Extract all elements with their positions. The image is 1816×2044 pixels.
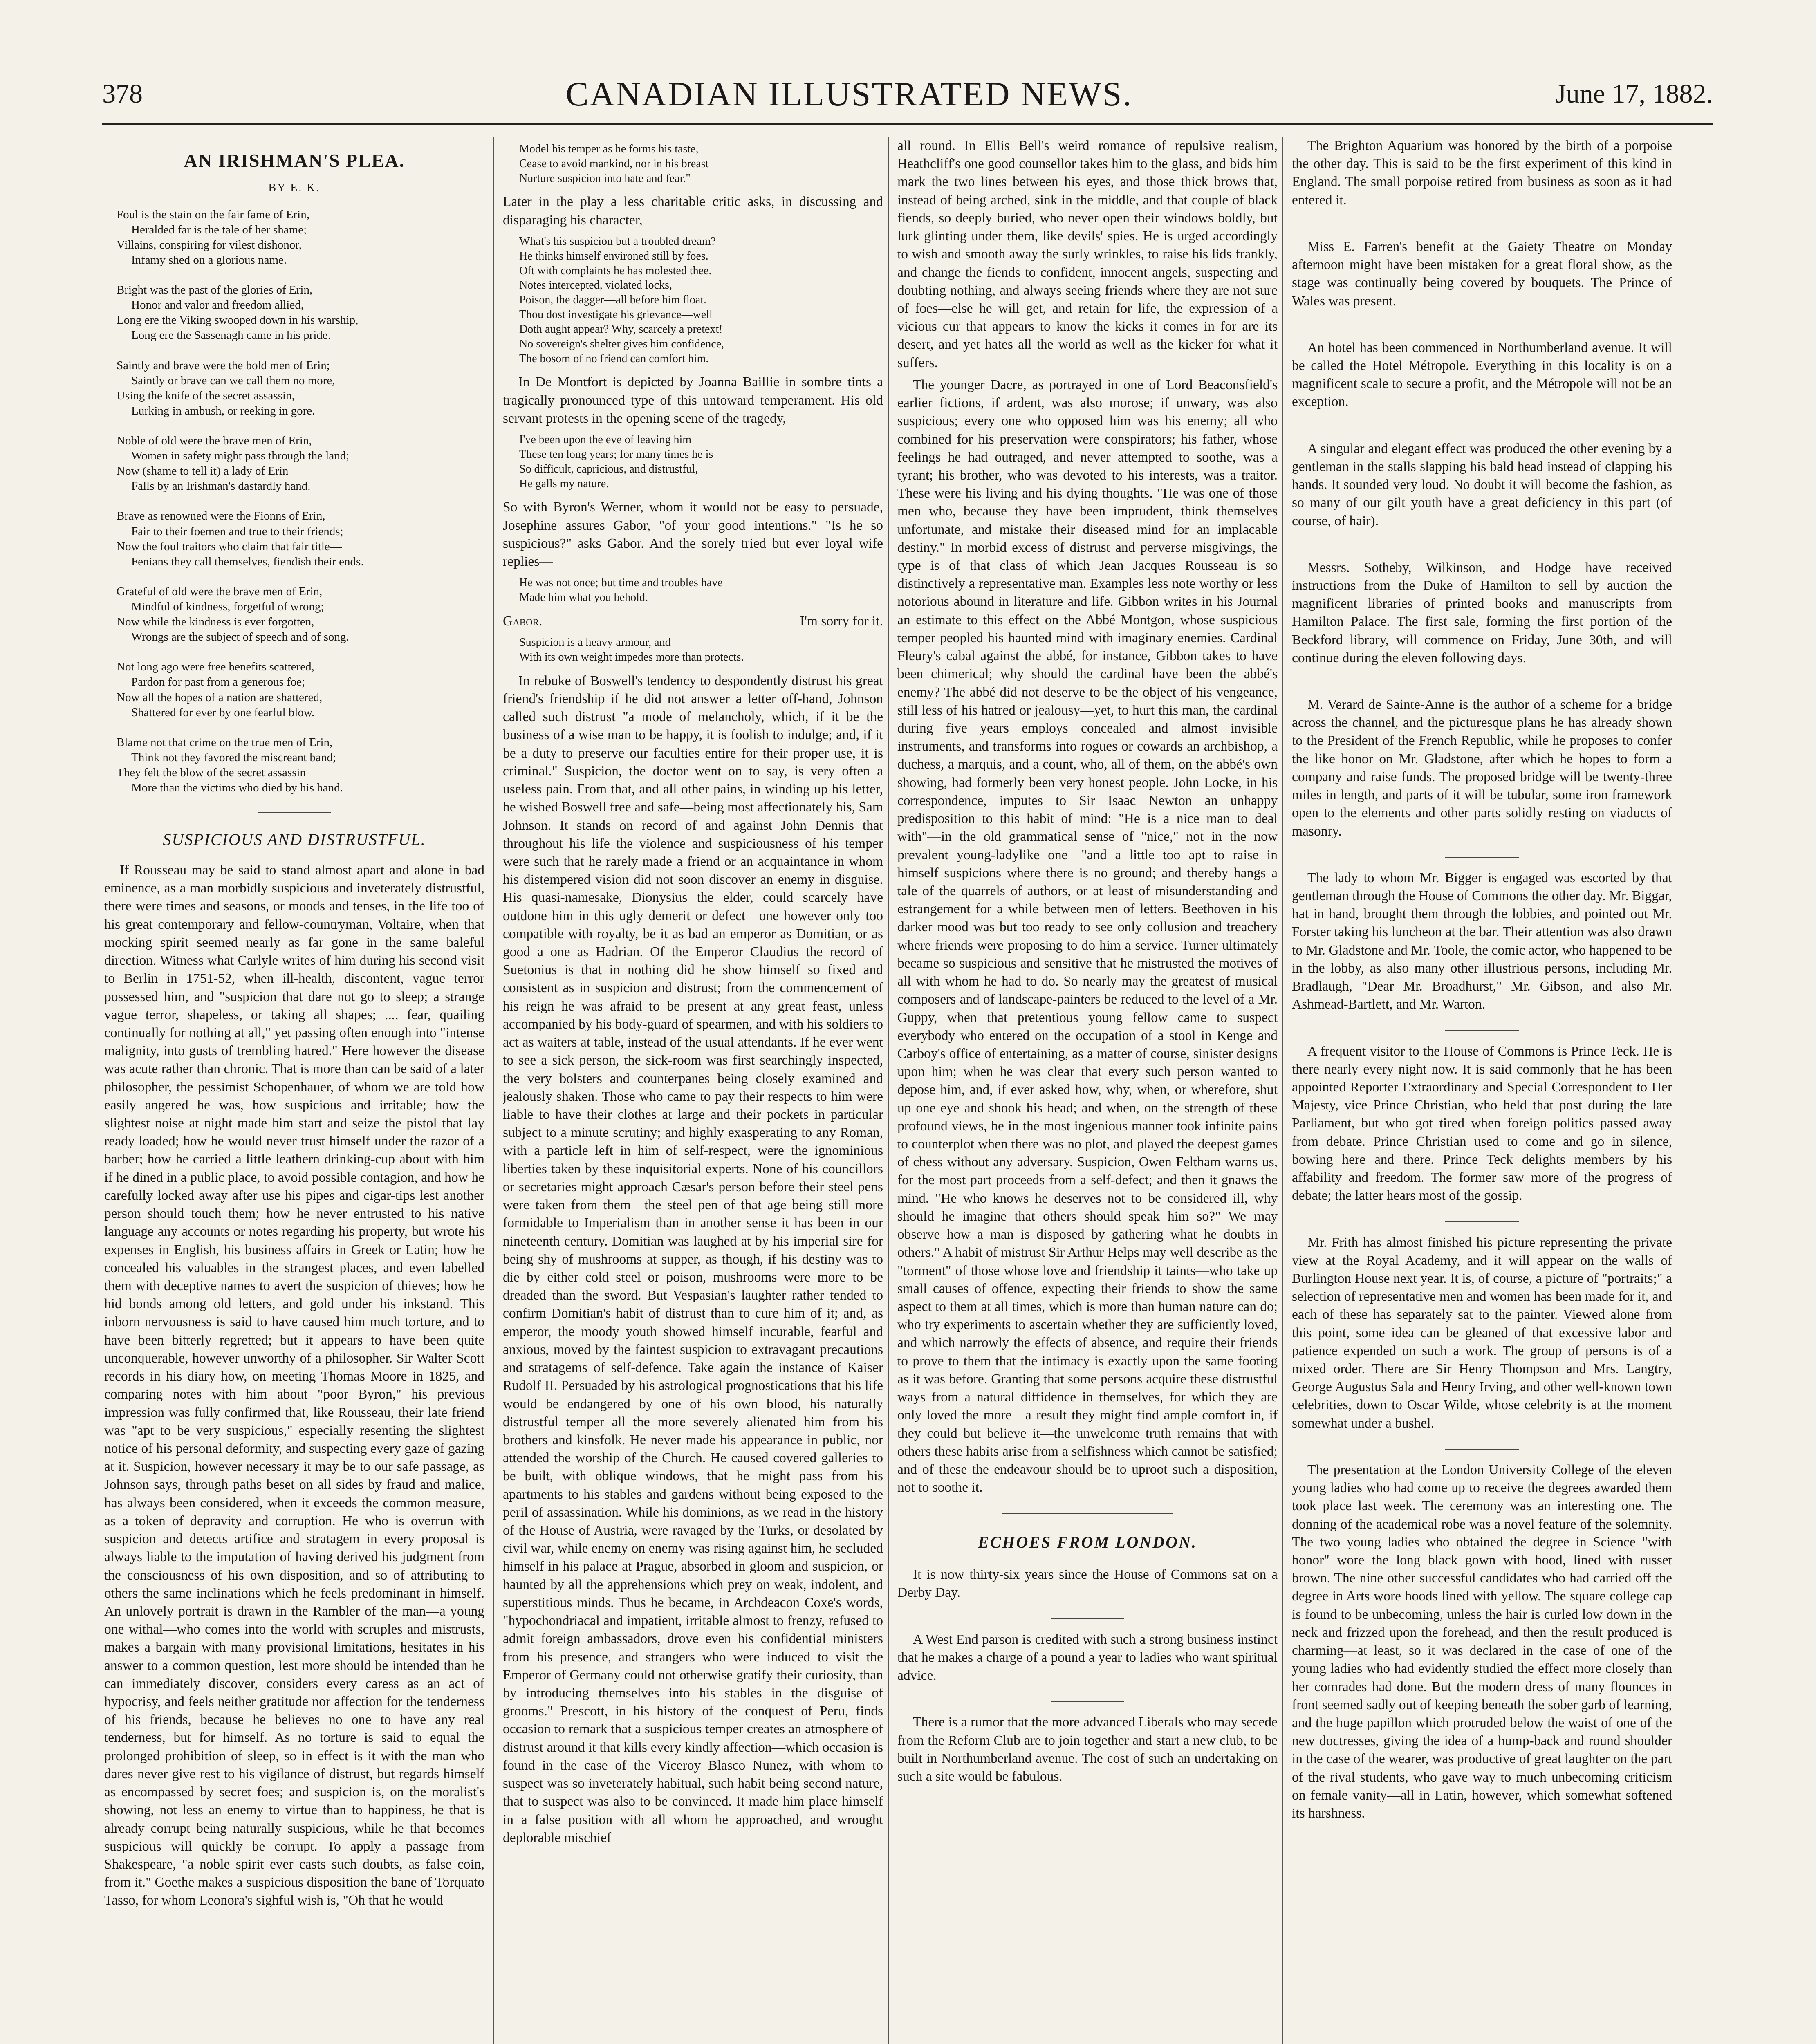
verse-line: Notes intercepted, violated locks, — [519, 279, 672, 292]
poem-byline: BY E. K. — [268, 181, 321, 194]
poem-line: Now (shame to tell it) a lady of Erin — [117, 464, 289, 478]
verse-quote — [519, 142, 883, 186]
verse-line: So difficult, capricious, and distrustful, — [519, 462, 698, 475]
poem-line: Pardon for past from a generous foe; — [131, 675, 305, 689]
poem-line: Fair to their foemen and true to their friends; — [131, 524, 343, 538]
news-item: An hotel has been commenced in Northumberland avenue. It will be called the Hotel Métropole. Everything in this locality is on a magnificent scale to secure a profit, and the Métropole will not be an exception. — [1292, 340, 1672, 410]
verse-line: I've been upon the eve of leaving him — [519, 433, 692, 446]
verse-line: Model his temper as he forms his taste, — [519, 143, 699, 155]
poem-line: Brave as renowned were the Fionns of Erin, — [117, 509, 325, 523]
news-item: Messrs. Sotheby, Wilkinson, and Hodge have received instructions from the Duke of Hamilton to sell by auction the magnificent libraries of printed books and manuscripts from Hamilton Palace. The first sale, forming the first portion of the Beckford library, will commence on Friday, June 30th, and will continue during the eleven following days. — [1292, 560, 1672, 666]
poem-body — [104, 207, 484, 796]
poem-line: Now all the hopes of a nation are shattered, — [117, 690, 323, 704]
essay-paragraph: In rebuke of Boswell's tendency to despondently distrust his great friend's friendship if he did not answer a letter off-hand, Johnson called such distrust "a mode of melancholy, which, if it be the business of a wise man to be happy, it is foolish to indulge; and, if it be a duty to preserve our faculties entire for their proper use, it is criminal." Suspicion, the doctor went on to say, is very often a useless pain. From that, and all other pains, in winding up his letter, he wished Boswell free and safe—being most affectionately his, Sam Johnson. It stands on record of and against John Dennis that throughout his life the violence and suspiciousness of his temper were such that he rarely made a friend or an acquaintance in whom his distempered vision did not soon discover an enemy in disguise. His quasi-namesake, Dionysius the elder, could scarcely have outdone him in this ugly demerit or defect—one however only too compatible with royalty, be it as bad an emperor as Domitian, or as good a one as Hadrian. Of the Emperor Claudius the record of Suetonius is that in nothing did he show himself so fixed and consistent as in suspicion and distrust; from the commencement of his reign he was afraid to be present at any great feast, unless accompanied by his body-guard of spearmen, and with his soldiers to act as waiters at table, instead of the usual attendants. If he ever went to see a sick person, the sick-room was first searchingly inspected, the very bolsters and counterpanes being closely examined and jealously shaken. Those who came to pay their respects to him were liable to have their clothes at large and their pockets in particular subject to a minute scrutiny; and highly exasperating to any Roman, with a particle left in him of self-respect, were the ignominious liberties taken by these inquisitorial experts. None of his councillors or secretaries might approach Cæsar's person before their steel pens were taken from them—the steel pen of that age being still more formidable to Imperialism than in another sense it has been in our nineteenth century. Domitian was laughed at by his imperial sire for being shy of mushrooms at supper, as though, if his destiny was to die by either cold steel or poison, mushrooms were more to be dreaded than the sword. But Vespasian's laughter rather tended to confirm Domitian's habit of distrust than to cure him of it; and, as emperor, the moody youth showed himself incurable, fearful and anxious, moved by the faintest suspicion to extravagant precautions and stratagems of self-defence. Take again the instance of Kaiser Rudolf II. Persuaded by his astrological prognostications that his life would be endangered by one of his own blood, his naturally distrustful temper all the more severely alienated him from his brothers and kinsfolk. He never made his appearance in public, nor attended the worship of the Church. He caused covered galleries to be built, with oblique windows, that he might pass from his apartments to his stables and gardens without being exposed to the peril of assassination. While his dominions, as we read in the history of the House of Austria, were ravaged by the Turks, or desolated by civil war, while enemy on enemy was rising against him, he secluded himself in his palace at Prague, absorbed in gloom and suspicion, or haunted by all the apprehensions which prey on weak, indolent, and superstitious minds. Thus he became, in Archdeacon Coxe's words, "hypochondriacal and impatient, irritable almost to frenzy, refused to admit foreign ambassadors, drove even his confidential ministers from his presence, and strangers who were induced to visit the Emperor of Germany could not otherwise gratify their curiosity, than by introducing themselves into his stables in the disguise of grooms." Prescott, in his history of the conquest of Peru, finds occasion to remark that a suspicious temper creates an atmosphere of distrust around it that kills every kindly affection—which occasion is found in the case of the Viceroy Blasco Nunez, with whom to suspect was so inveterately habitual, such habit being second nature, that to suspect was also to be convinced. It made him place himself in a false position with all whom he approached, and wrought deplorable mischief — [503, 673, 883, 1845]
verse-line: Nurture suspicion into hate and fear." — [519, 172, 691, 185]
news-item: The presentation at the London University College of the eleven young ladies who had come up to receive the degrees awarded them took place last week. The ceremony was an interesting one. The donning of the academical robe was a novel feature of the solemnity. The two young ladies who obtained the degree in Science "with honor" wore the long black gown with hood, lined with russet brown. The nine other successful candidates who had carried off the degree in Arts wore hoods lined with yellow. The square college cap is found to be unbecoming, unless the hair is curled low down in the neck and frizzed upon the forehead, and then the result produced is charming—at least, so it was declared in the case of one of the young ladies who had evidently studied the effect more closely than her comrades had done. But the modern dress of many flounces in front seemed sadly out of keeping beneath the sober garb of learning, and the huge papillon which protruded below the waist of one of the new doctresses, giving the idea of a hump-back and round shoulder in the case of the wearer, was productive of great laughter on the part of the rival students, who gave way to much unbecoming criticism on female vanity—all in Latin, however, which somewhat softened its harshness. — [1292, 1462, 1672, 1821]
masthead — [102, 69, 1713, 119]
separator — [1051, 1701, 1124, 1702]
verse-line: Doth aught appear? Why, scarcely a pretext! — [519, 323, 723, 336]
poem-title: AN IRISHMAN'S PLEA. — [184, 150, 405, 171]
column-1 — [104, 137, 484, 2044]
poem-stanza — [117, 358, 484, 419]
poem-stanza — [117, 282, 484, 343]
masthead-rule — [102, 123, 1713, 125]
poem-line: Now the foul traitors who claim that fair title— — [117, 540, 342, 553]
poem-line: Bright was the past of the glories of Erin, — [117, 283, 313, 297]
page-number: 378 — [102, 79, 143, 109]
poem-line: Now while the kindness is ever forgotten, — [117, 615, 314, 629]
poem-stanza — [117, 584, 484, 645]
verse-line: The bosom of no friend can comfort him. — [519, 352, 709, 365]
speaker-name: Gabor. — [503, 613, 543, 629]
verse-line: He was not once; but time and troubles have — [519, 576, 723, 589]
essay-paragraph: In De Montfort is depicted by Joanna Baillie in sombre tints a tragically pronounced type of this untoward temperament. His old servant protests in the opening scene of the tragedy, — [503, 374, 883, 426]
poem-line: Noble of old were the brave men of Erin, — [117, 434, 312, 447]
column-4 — [1292, 137, 1672, 2044]
column-divider — [493, 137, 494, 2044]
poem-line: Mindful of kindness, forgetful of wrong; — [131, 600, 324, 613]
separator — [1445, 1030, 1519, 1031]
verse-line: He galls my nature. — [519, 477, 609, 490]
news-item: The lady to whom Mr. Bigger is engaged was escorted by that gentleman through the House of Commons the other day. Mr. Biggar, hat in hand, brought them through the lobbies, and pointed out Mr. Forster taking his luncheon at the bar. Their attention was also drawn to Mr. Gladstone and Mr. Toole, the comic actor, who happened to be in the lobby, as also many other illustrious persons, including Mr. Bradlaugh, "Dear Mr. Broadhurst," Mr. Gibson, and also Mr. Ashmead-Bartlett, and Mr. Warton. — [1292, 870, 1672, 1012]
column-divider — [888, 137, 889, 2044]
poem-line: Shattered for ever by one fearful blow. — [131, 706, 315, 719]
speaker-text: I'm sorry for it. — [800, 613, 883, 629]
poem-stanza — [117, 433, 484, 494]
verse-quote — [519, 576, 883, 605]
verse-line: What's his suspicion but a troubled dream? — [519, 235, 716, 248]
news-item: There is a rumor that the more advanced Liberals who may secede from the Reform Club are to join together and start a new club, to be built in Northumberland avenue. The cost of such an undertaking on such a site would be fabulous. — [897, 1715, 1278, 1784]
verse-line: Thou dost investigate his grievance—well — [519, 308, 713, 321]
column-divider — [1282, 137, 1283, 2044]
poem-line: Blame not that crime on the true men of Erin, — [117, 735, 333, 749]
separator — [1051, 1618, 1124, 1619]
separator — [1445, 1449, 1519, 1450]
poem-stanza — [117, 659, 484, 720]
poem-line: Long ere the Sassenagh came in his pride. — [131, 329, 331, 342]
essay-paragraph: The younger Dacre, as portrayed in one of Lord Beaconsfield's earlier fictions, if ardent, was also morose; if unwary, was also suspicious; every one who opposed him was his enemy; all who combined for his preservation were conspirators; his father, whose feelings he had outraged, and never attempted to soothe, was a tyrant; his brother, who was devoted to his interests, was a traitor. These were his living and his dying thoughts. "He was one of those men who, because they have been imprudent, think themselves unfortunate, and mistake their diseased mind for an implacable destiny." In morbid excess of distrust and perverse misgivings, the type is of that class of which Jean Jacques Rousseau is so distinctively a representative man. Examples less note worthy or less notorious abound in literature and life. Gibbon writes in his Journal an estimate to this effect on the Abbé Montgon, whose suspicious temper peopled his haunted mind with imaginary enemies. Cardinal Fleury's cabal against the abbé, for instance, Gibbon takes to have been chimerical; why should the cardinal have been the abbé's enemy? The abbé did not deserve to be the object of his vengeance, still less of his hatred or jealousy—yet, to hurt this man, the cardinal during five years employs concealed and almost invisible instruments, and transforms into rogues or cowards an archbishop, a duchess, a marquis, and a count, who, all of them, on the abbé's own showing, had formerly been very honest people. John Locke, in his correspondence, imputes to Sir Isaac Newton an unhappy predisposition to this habit of mind: "He is a nice man to deal with"—in the old grammatical sense of "nice," not in the now prevalent young-ladylike one—"and a little too apt to raise in himself suspicions where there is no ground; and thereby hangs a tale of the quarrels of authors, or at least of misunderstanding and estrangement for a while between men of letters. Beethoven in his darker mood was but too ready to see only collusion and treachery where friends were proposing to do him a service. Turner ultimately became so suspicious and sensitive that he mistrusted the motives of all with whom he had to do. So nearly may the greatest of musical composers and of landscape-painters be reduced to the level of a Mr. Guppy, when that pretentious young fellow came to suspect everybody who entered on the occupation of a stool in Kenge and Carboy's office of entertaining, as a matter of course, sinister designs upon him; when he was clear that every such person wanted to depose him, and, if ever asked how, why, when, or wherefore, shut up one eye and shook his head; and when, on the strength of these profound views, he in the most ingenious manner took infinite pains to counterplot when there was no plot, and played the deepest games of chess without any adversary. Suspicion, Owen Feltham warns us, for the most part proceeds from a self-defect; and then it gnaws the mind. "He who knows he deserves not to be considered ill, why should he imagine that others should speak him so?" We may observe how a man is disposed by gathering what he doubts in others." A habit of mistrust Sir Arthur Helps may well describe as the "torment" of those whose love and friendship it taints—who take up small causes of offence, expecting their friends to show the same aspect to them at all times, which is more than human nature can do; who try experiments to ascertain whether they are sufficiently loved, and which narrowly the effects of absence, and require their friends to prove to them that the intimacy is exactly upon the same footing as it was before. Granting that some persons acquire these distrustful ways from a natural diffidence in themselves, for which they are only loved the more—a result they might find ample comfort in, if they could but believe it—the unwelcome truth remains that with others these habits arise from a selfishness which cannot be satisfied; and of these the endeavour should be to uproot such a disposition, not to soothe it. — [897, 377, 1278, 1495]
news-item: It is now thirty-six years since the House of Commons sat on a Derby Day. — [897, 1567, 1278, 1600]
poem-stanza — [117, 509, 484, 569]
verse-line: Cease to avoid mankind, nor in his breast — [519, 157, 709, 170]
verse-quote — [519, 635, 883, 665]
issue-date: June 17, 1882. — [1556, 79, 1713, 109]
poem-line: Saintly or brave can we call them no more, — [131, 374, 335, 387]
poem-line: Villains, conspiring for vilest dishonor, — [117, 238, 302, 251]
column-2 — [503, 137, 883, 2044]
news-items — [1292, 137, 1672, 1822]
separator — [258, 812, 331, 813]
essay-paragraph: Later in the play a less charitable critic asks, in discussing and disparaging his character, — [503, 194, 883, 228]
poem-line: Wrongs are the subject of speech and of song. — [131, 630, 349, 644]
separator — [1445, 857, 1519, 858]
dialog-line — [503, 612, 883, 630]
separator — [1445, 1221, 1519, 1222]
verse-line: Made him what you behold. — [519, 591, 648, 604]
poem-line: Using the knife of the secret assassin, — [117, 389, 295, 402]
poem-line: Grateful of old were the brave men of Erin, — [117, 585, 323, 598]
poem-line: Not long ago were free benefits scattered, — [117, 660, 314, 674]
poem-line: Lurking in ambush, or reeking in gore. — [131, 404, 315, 417]
poem-line: Women in safety might pass through the land; — [131, 449, 350, 463]
poem-line: Heralded far is the tale of her shame; — [131, 223, 307, 236]
news-item: Miss E. Farren's benefit at the Gaiety Theatre on Monday afternoon might have been mistaken for a great floral show, as the stage was continually being covered by bouquets. The Prince of Wales was present. — [1292, 239, 1672, 309]
poem-line: Foul is the stain on the fair fame of Erin, — [117, 208, 309, 221]
verse-line: Suspicion is a heavy armour, and — [519, 636, 671, 649]
essay-paragraph: all round. In Ellis Bell's weird romance of repulsive realism, Heathcliff's one good counsellor takes him to the glass, and bids him mark the two lines between his eyes, and those thick brows that, instead of being arched, sink in the middle, and that couple of black fiends, so deeply buried, who never open their windows boldly, but lurk glinting under them, like devils' spies. He is urged accordingly to wish and smooth away the surly wrinkles, to raise his lids frankly, and change the fiends to confident, innocent angels, suspecting and doubting nothing, and always seeing friends where they are not sure of foes—else he will get, and retain for life, the expression of a vicious cur that appears to know the kicks it comes in for are its desert, and yet hates all the world as well as the kicker for what it suffers. — [897, 138, 1278, 370]
essay-paragraph: So with Byron's Werner, whom it would not be easy to persuade, Josephine assures Gabor, "of your good intentions." "Is he so suspicious?" asks Gabor. And the sorely tried but ever loyal wife replies— — [503, 500, 883, 569]
news-item: M. Verard de Sainte-Anne is the author of a scheme for a bridge across the channel, and the picturesque plans he has already shown to the President of the French Republic, while he proposes to confer the like honor on Mr. Gladstone, after which he hopes to form a company and raise funds. The proposed bridge will be twenty-three miles in length, and parts of it will be tubular, some iron framework open to the elements and other parts solidly resting on viaducts of masonry. — [1292, 697, 1672, 839]
publication-title: CANADIAN ILLUSTRATED NEWS. — [565, 75, 1133, 113]
poem-stanza — [117, 207, 484, 268]
verse-line: With its own weight impedes more than protects. — [519, 650, 744, 663]
news-item: A West End parson is credited with such a strong business instinct that he makes a charge of a pound a year to ladies who want spiritual advice. — [897, 1632, 1278, 1683]
verse-line: These ten long years; for many times he is — [519, 448, 713, 461]
poem-line: Fenians they call themselves, fiendish their ends. — [131, 555, 364, 568]
poem-line: Honor and valor and freedom allied, — [131, 298, 304, 312]
essay-paragraph: If Rousseau may be said to stand almost apart and alone in bad eminence, as a man morbidly suspicious and inveterately distrustful, there were times and seasons, or moods and tenses, in the life too of his great contemporary and fellow-countryman, Voltaire, when that mocking spirit seemed nearly as far gone in the same baleful direction. Witness what Carlyle writes of him during his second visit to Berlin in 1751-52, when ill-health, discontent, vague terror possessed him, and "suspicion that dare not go to sleep; a strange vague terror, shapeless, or taking all shapes; .... fear, quailing continually for nothing at all," yet passing often enough into "intense malignity, into gusts of trembling hatred." Here however the disease was acute rather than chronic. That is more than can be said of a later philosopher, the pessimist Schopenhauer, of whom we are told how easily angered he was, how suspicious and irritable; how the slightest noise at night made him start and seize the pistol that lay ready loaded; how he would never trust himself under the razor of a barber; how he carried a little leathern drinking-cup about with him if he dined in a public place, to avoid possible contagion, and how he carefully locked away after use his pipes and cigar-tips lest another person should touch them; how he never entrusted to his native language any accounts or notes regarding his property, but wrote his expenses in English, his business affairs in Greek or Latin; how he concealed his valuables in the strangest places, and even labelled them with deceptive names to avert the suspicion of thieves; how he hid bonds among old letters, and gold under his inkstand. This inborn nervousness is said to have caused him much torture, and to have been bitterly regretted; but it appears to have been quite unconquerable, however unworthy of a philosopher. Sir Walter Scott records in his diary how, on meeting Thomas Moore in 1825, and comparing notes with him about "poor Byron," his previous impression was fully confirmed that, like Rousseau, their late friend was "apt to be very suspicious," especially resenting the slightest notice of his personal deformity, and suspecting every gaze of gazing at it. Suspicion, however necessary it may be to our safe passage, as Johnson says, through paths beset on all sides by fraud and malice, has always been considered, when it exceeds the common measure, as a token of depravity and corruption. He who is overrun with suspicion and detects artifice and stratagem in every proposal is always liable to the imputation of having derived his judgment from the consciousness of his own disposition, and so of attributing to others the same inclinations which he feels predominant in himself. An unlovely portrait is drawn in the Rambler of the man—a young one withal—who comes into the world with scruples and mistrusts, makes a bargain with many provisional limitations, hesitates in his answer to a common question, lest more should be intended than he can immediately discover, considers every caress as an act of hypocrisy, and feels neither gratitude nor affection for the tenderness of his friends, because he believes no one to have any real tenderness, but for himself. As no torture is said to equal the prolonged prohibition of sleep, so in effect is it with the man who dares never give rest to his vigilance of distrust, but regards himself as encompassed by secret foes; and suspicion is, on the moralist's showing, not less an enemy to virtue than to happiness, he that is already corrupt being naturally suspicious, while he that becomes suspicious will quickly be corrupt. To apply a passage from Shakespeare, "a noble spirit ever casts such doubts, as false coin, from it." Goethe makes a suspicious disposition the bane of Torquato Tasso, for whom Leonora's sighful wish is, "Oh that he would — [104, 862, 484, 1908]
poem-line: More than the victims who died by his hand. — [131, 781, 343, 795]
verse-line: No sovereign's shelter gives him confidence, — [519, 337, 724, 350]
column-3 — [897, 137, 1278, 2044]
verse-quote — [519, 433, 883, 491]
poem-line: Think not they favored the miscreant band; — [131, 751, 336, 764]
poem-line: They felt the blow of the secret assassin — [117, 766, 306, 779]
verse-line: Oft with complaints he has molested thee. — [519, 264, 712, 277]
poem-line: Infamy shed on a glorious name. — [131, 253, 287, 267]
verse-line: He thinks himself environed still by foes. — [519, 249, 708, 262]
news-item: A frequent visitor to the House of Commons is Prince Teck. He is there nearly every night now. It is said commonly that he has been appointed Reporter Extraordinary and Special Correspondent to Her Majesty, vice Prince Christian, who held that post during the late Parliament, but who got tired when foreign politics passed away from debate. Prince Christian used to come and go in silence, bowing here and there. Prince Teck delights members by his affability and freedom. The former saw more of the progress of debate; the latter hears most of the gossip. — [1292, 1043, 1672, 1204]
section-title: ECHOES FROM LONDON. — [978, 1533, 1197, 1552]
separator — [1002, 1513, 1173, 1514]
news-item: A singular and elegant effect was produced the other evening by a gentleman in the stalls slapping his bald head instead of clapping his hands. It sounded very loud. No doubt it will become the fashion, as so many of our gilt youth have a great deficiency in this part (of course, of hair). — [1292, 441, 1672, 529]
news-item: The Brighton Aquarium was honored by the birth of a porpoise the other day. This is said to be the first experiment of this kind in England. The small porpoise retired from business as soon as it had entered it. — [1292, 138, 1672, 208]
essay-title: SUSPICIOUS AND DISTRUSTFUL. — [163, 830, 426, 849]
news-item: Mr. Frith has almost finished his picture representing the private view at the Royal Academy, and it will appear on the walls of Burlington House next year. It is, of course, a picture of "portraits;" a selection of representative men and women has been made for it, and each of these has separately sat to the painter. Viewed alone from this point, some idea can be gleaned of that excessive labor and patience expended on such a work. The group of persons is of a mixed order. There are Sir Henry Thompson and Mrs. Langtry, George Augustus Sala and Henry Irving, and other well-known town celebrities, down to Oscar Wilde, whose celebrity is at the moment somewhat under a bushel. — [1292, 1235, 1672, 1431]
poem-line: Long ere the Viking swooped down in his warship, — [117, 314, 359, 327]
poem-line: Saintly and brave were the bold men of Erin; — [117, 359, 330, 372]
poem-stanza — [117, 735, 484, 796]
verse-quote — [519, 234, 883, 366]
verse-line: Poison, the dagger—all before him float. — [519, 294, 706, 307]
poem-line: Falls by an Irishman's dastardly hand. — [131, 480, 311, 493]
